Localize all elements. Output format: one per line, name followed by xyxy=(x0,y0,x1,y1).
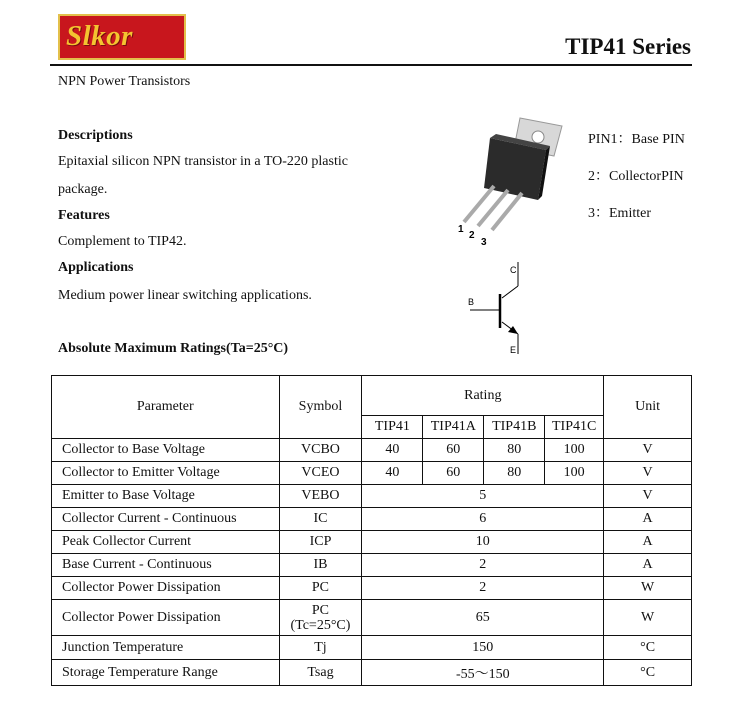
value-cell: 80 xyxy=(484,439,545,462)
unit-cell: A xyxy=(604,531,692,554)
symbol-cell: VCBO xyxy=(279,439,362,462)
logo-text: Slkor xyxy=(66,20,133,52)
emitter-label: E xyxy=(510,345,517,355)
symbol-cell xyxy=(279,600,362,636)
value-cell: 60 xyxy=(423,462,484,485)
applications-text: Medium power linear switching applications. xyxy=(58,288,312,303)
pin-label-1: 1 xyxy=(458,224,464,235)
unit-cell: °C xyxy=(604,636,692,660)
parameter-cell: Base Current - Continuous xyxy=(52,554,280,577)
symbol-note: (Tc=25°C) xyxy=(290,617,351,633)
symbol-cell: ICP xyxy=(279,531,362,554)
value-cell: 100 xyxy=(545,462,604,485)
parameter-cell: Storage Temperature Range xyxy=(52,660,280,686)
base-label: B xyxy=(468,297,475,307)
pin-label-3: 3 xyxy=(481,237,487,248)
table-row xyxy=(52,462,692,485)
symbol-cell: IB xyxy=(279,554,362,577)
variant-header: TIP41B xyxy=(484,416,545,439)
col-header-rating: Rating xyxy=(362,376,604,416)
variant-header: TIP41C xyxy=(545,416,604,439)
unit-cell: V xyxy=(604,462,692,485)
value-cell: 5 xyxy=(362,485,604,508)
symbol-cell: Tsag xyxy=(279,660,362,686)
descriptions-line-1: Epitaxial silicon NPN transistor in a TO-220 plastic xyxy=(58,154,348,169)
to220-package-image xyxy=(450,108,570,248)
value-cell: 2 xyxy=(362,554,604,577)
unit-cell: V xyxy=(604,439,692,462)
collector-label: C xyxy=(510,265,517,275)
header-divider xyxy=(50,64,692,66)
symbol-cell: VEBO xyxy=(279,485,362,508)
value-cell: 150 xyxy=(362,636,604,660)
unit-cell: W xyxy=(604,600,692,636)
parameter-cell: Emitter to Base Voltage xyxy=(52,485,280,508)
value-cell: -55～150 xyxy=(362,660,604,686)
pin-2-label: 2：CollectorPIN xyxy=(588,169,684,184)
value-cell: 65 xyxy=(362,600,604,636)
value-cell: 100 xyxy=(545,439,604,462)
col-header-unit: Unit xyxy=(604,376,692,439)
table-row xyxy=(52,636,692,660)
variant-header: TIP41A xyxy=(423,416,484,439)
symbol-cell: Tj xyxy=(279,636,362,660)
table-row xyxy=(52,554,692,577)
table-row xyxy=(52,439,692,462)
page-subtitle: NPN Power Transistors xyxy=(58,74,191,89)
company-logo xyxy=(58,14,186,60)
npn-transistor-symbol xyxy=(460,258,540,358)
pin-1-label: PIN1：Base PIN xyxy=(588,132,685,147)
descriptions-line-2: package. xyxy=(58,182,108,197)
parameter-cell: Collector to Base Voltage xyxy=(52,439,280,462)
symbol-cell: VCEO xyxy=(279,462,362,485)
series-title: TIP41 Series xyxy=(565,34,691,59)
table-row xyxy=(52,508,692,531)
features-heading: Features xyxy=(58,208,110,223)
applications-heading: Applications xyxy=(58,260,134,275)
unit-cell: °C xyxy=(604,660,692,686)
ratings-heading: Absolute Maximum Ratings(Ta=25°C) xyxy=(58,341,289,356)
parameter-cell: Collector to Emitter Voltage xyxy=(52,462,280,485)
table-row xyxy=(52,531,692,554)
symbol-cell: PC xyxy=(279,577,362,600)
parameter-cell: Collector Current - Continuous xyxy=(52,508,280,531)
value-cell: 6 xyxy=(362,508,604,531)
pin-list xyxy=(588,128,685,239)
value-cell: 40 xyxy=(362,462,423,485)
descriptions-heading: Descriptions xyxy=(58,128,133,143)
variant-header: TIP41 xyxy=(362,416,423,439)
unit-cell: A xyxy=(604,554,692,577)
value-cell: 80 xyxy=(484,462,545,485)
unit-cell: V xyxy=(604,485,692,508)
value-cell: 40 xyxy=(362,439,423,462)
pin-3-label: 3：Emitter xyxy=(588,206,651,221)
col-header-parameter: Parameter xyxy=(52,376,280,439)
parameter-cell: Peak Collector Current xyxy=(52,531,280,554)
features-text: Complement to TIP42. xyxy=(58,234,187,249)
value-cell: 10 xyxy=(362,531,604,554)
parameter-cell: Collector Power Dissipation xyxy=(52,577,280,600)
table-row xyxy=(52,577,692,600)
parameter-cell: Collector Power Dissipation xyxy=(52,600,280,636)
table-row xyxy=(52,485,692,508)
table-row xyxy=(52,660,692,686)
pin-label-2: 2 xyxy=(469,230,475,241)
unit-cell: W xyxy=(604,577,692,600)
symbol-cell: IC xyxy=(279,508,362,531)
unit-cell: A xyxy=(604,508,692,531)
col-header-symbol: Symbol xyxy=(279,376,362,439)
symbol-text: PC xyxy=(311,602,330,618)
value-cell: 2 xyxy=(362,577,604,600)
table-row xyxy=(52,600,692,636)
ratings-table xyxy=(51,375,692,686)
parameter-cell: Junction Temperature xyxy=(52,636,280,660)
value-cell: 60 xyxy=(423,439,484,462)
